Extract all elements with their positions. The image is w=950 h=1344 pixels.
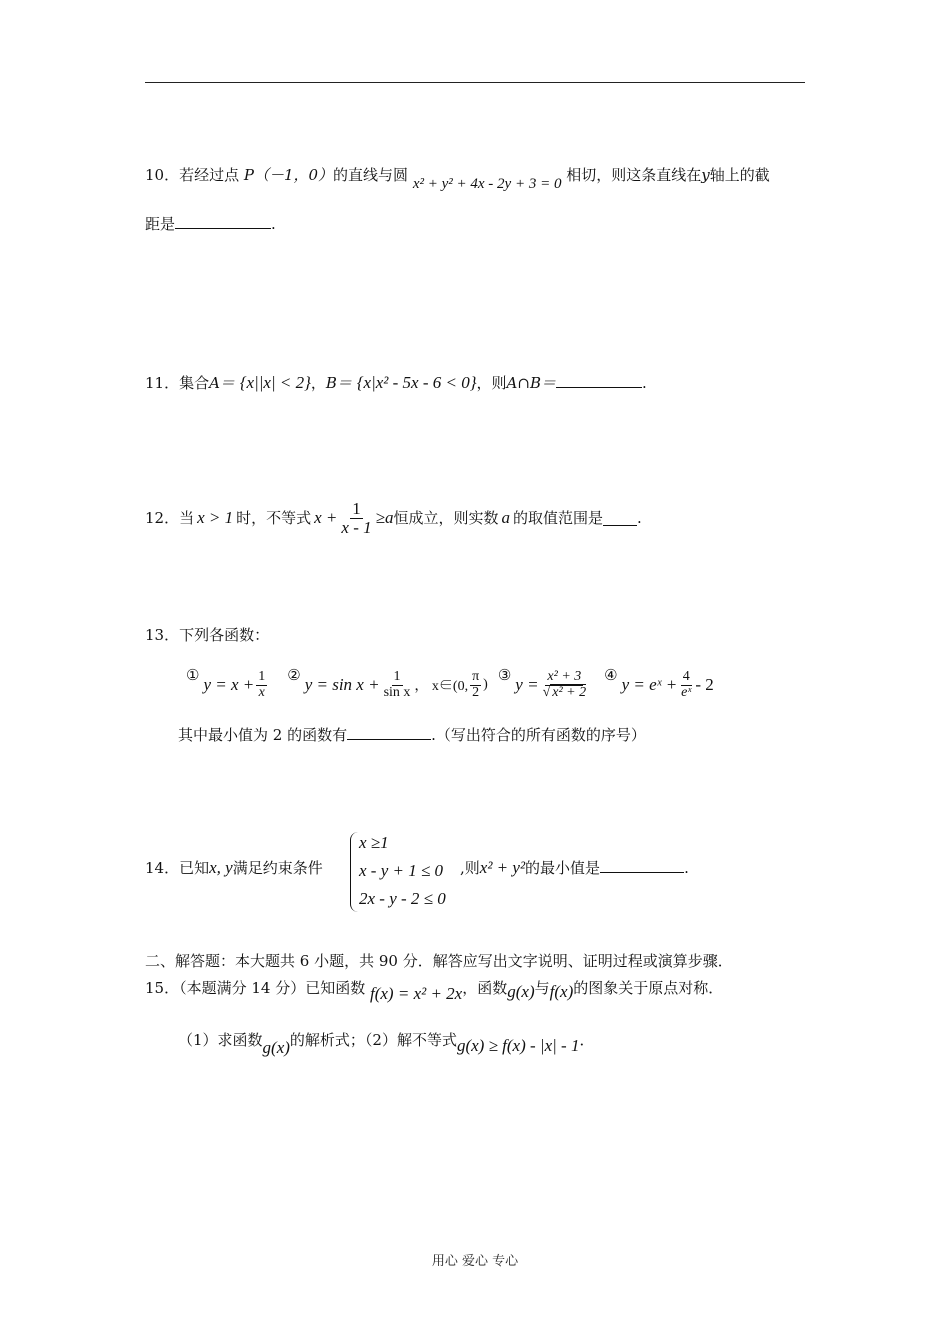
q13-f2-domain: ， x∈(0,	[414, 679, 469, 694]
q13-f1-den: x	[258, 684, 265, 700]
q13-f4-den: eˣ	[681, 684, 692, 700]
q13-f2-mark: ②	[287, 666, 301, 684]
q14-text-post: 的最小值是	[525, 859, 601, 877]
q13-line3-post: .（写出符合的所有函数的序号）	[431, 726, 646, 744]
q12-text-post: 的取值范围是	[513, 509, 604, 528]
q14-text: 14．已知	[145, 859, 210, 877]
q13-f3-den: x² + 2	[552, 684, 587, 700]
q15-part1-post: 的解析式；（2）解不等式	[289, 1031, 457, 1049]
q10-axis: y	[701, 166, 710, 184]
q11-intersection: A∩B＝	[506, 374, 556, 392]
q13-answer-blank[interactable]	[347, 725, 431, 740]
q12-rhs: ≥a	[375, 508, 394, 528]
footer-text: 用心 爱心 专心	[431, 1254, 519, 1269]
q15-g: g(x)	[507, 982, 535, 1001]
q14-post-pre: ,则	[460, 859, 480, 877]
q15-part1-g: g(x)	[262, 1038, 290, 1057]
q13-f1-fraction	[256, 670, 267, 700]
q11-period: .	[641, 374, 647, 392]
q11-text-post: ，则	[476, 374, 507, 392]
q13-f4: y = eˣ +	[621, 675, 678, 694]
q14-constraints	[359, 829, 446, 913]
q12-text-mid2: 恒成立，则实数	[393, 509, 499, 528]
q12-frac-den: x - 1	[341, 517, 372, 537]
q13-f2-domain-num: π	[472, 668, 480, 684]
q13-f4-post: - 2	[695, 675, 714, 694]
q13-f2-domain-close: )	[483, 677, 488, 692]
q10-answer-blank[interactable]	[175, 214, 271, 229]
q13-f1-num: 1	[258, 668, 266, 684]
q13-f2-den: sin x	[383, 684, 411, 700]
q15-text-mid2: 与	[534, 979, 550, 997]
question-15-line2	[178, 1029, 595, 1057]
section-2-heading	[145, 950, 733, 972]
q10-text-line2: 距是	[145, 215, 176, 233]
q10-text: 10．若经过点	[145, 166, 244, 184]
question-12	[145, 500, 642, 537]
page-footer	[0, 1250, 950, 1269]
q14-vars: x, y	[209, 858, 233, 877]
q14-answer-blank[interactable]	[600, 858, 684, 873]
q14-expression: x² + y²	[479, 858, 526, 877]
q11-set-b: {x|x² - 5x - 6 < 0}	[356, 373, 477, 392]
question-10-line2	[145, 213, 276, 235]
q15-text-mid: ，函数	[462, 979, 508, 997]
q14-constraint-3: 2x - y - 2 ≤ 0	[359, 889, 446, 908]
q14-brace	[350, 832, 359, 912]
q13-f1-mark: ①	[186, 666, 200, 684]
question-10-line1	[145, 164, 770, 192]
q12-fraction	[339, 500, 373, 537]
q13-f3-num: x² + 3	[547, 668, 582, 684]
q13-f3: y =	[515, 675, 539, 694]
q13-f4-mark: ④	[604, 666, 618, 684]
q10-text-post: 相切，则这条直线在	[566, 166, 702, 184]
q12-text: 12．当	[145, 509, 195, 528]
q12-lhs: x +	[314, 508, 338, 528]
q12-answer-blank[interactable]	[603, 511, 637, 526]
q15-part1: （1）求函数	[178, 1031, 263, 1049]
q13-f3-mark: ③	[497, 666, 512, 684]
q15-period: ．	[579, 1031, 595, 1049]
q11-set-a: {x||x| < 2}	[239, 373, 311, 392]
q12-frac-num: 1	[352, 499, 361, 518]
q10-point: P（－1，0）	[243, 166, 334, 184]
q13-f4-fraction	[679, 670, 693, 700]
q15-inequality: g(x) ≥ f(x) - |x| - 1	[456, 1036, 580, 1055]
q13-f2: y = sin x +	[304, 675, 380, 694]
q13-f3-fraction	[541, 670, 589, 700]
question-13-functions	[186, 660, 714, 710]
q13-f2-fraction	[382, 670, 413, 700]
question-13-title	[145, 624, 269, 646]
q10-text-end: 轴上的截	[709, 166, 770, 184]
q15-text-post: 的图象关于原点对称．	[573, 979, 724, 997]
section-2-text: 二、解答题：本大题共 6 小题，共 90 分．解答应写出文字说明、证明过程或演算步骤．	[145, 952, 733, 970]
q15-text: 15．（本题满分 14 分）已知函数	[145, 979, 366, 997]
q12-condition: x > 1	[197, 508, 234, 528]
q14-text-mid: 满足约束条件	[232, 859, 323, 877]
q11-b-label: B＝	[325, 374, 352, 392]
question-14-pre	[145, 857, 323, 879]
q11-text: 11．集合	[145, 374, 210, 392]
q13-line3-text: 其中最小值为 2 的函数有	[178, 726, 348, 744]
question-11	[145, 372, 647, 394]
q11-a-label: A＝	[209, 374, 235, 392]
q15-f-definition: f(x) = x² + 2x	[370, 984, 463, 1003]
q13-title: 13．下列各函数：	[145, 626, 270, 644]
header-rule	[145, 82, 805, 83]
q14-constraint-2: x - y + 1 ≤ 0	[359, 861, 444, 880]
q13-f2-num: 1	[393, 668, 401, 684]
q10-period: .	[271, 215, 276, 233]
q13-f4-num: 4	[682, 668, 690, 684]
q12-text-mid: 时，不等式	[236, 509, 312, 528]
q11-sep: ，	[310, 374, 326, 392]
question-13-line3	[178, 724, 646, 746]
q12-period: .	[637, 509, 642, 528]
question-14-post	[460, 857, 689, 879]
q11-answer-blank[interactable]	[556, 373, 642, 388]
q14-constraint-1: x ≥1	[359, 833, 389, 852]
q13-f2-domain-den: 2	[472, 684, 480, 700]
q14-period: .	[684, 859, 689, 877]
q10-text-mid: 的直线与圆	[333, 166, 409, 184]
q13-f3-den-wrap: √ x² + 2	[542, 684, 587, 700]
q13-f2-domain-fraction	[470, 670, 481, 700]
question-15-line1	[145, 977, 724, 1003]
q13-f1: y = x +	[203, 675, 255, 694]
q12-var: a	[501, 508, 510, 528]
q10-circle-equation: x² + y² + 4x - 2y + 3 = 0	[412, 176, 562, 192]
q15-f: f(x)	[549, 982, 574, 1001]
